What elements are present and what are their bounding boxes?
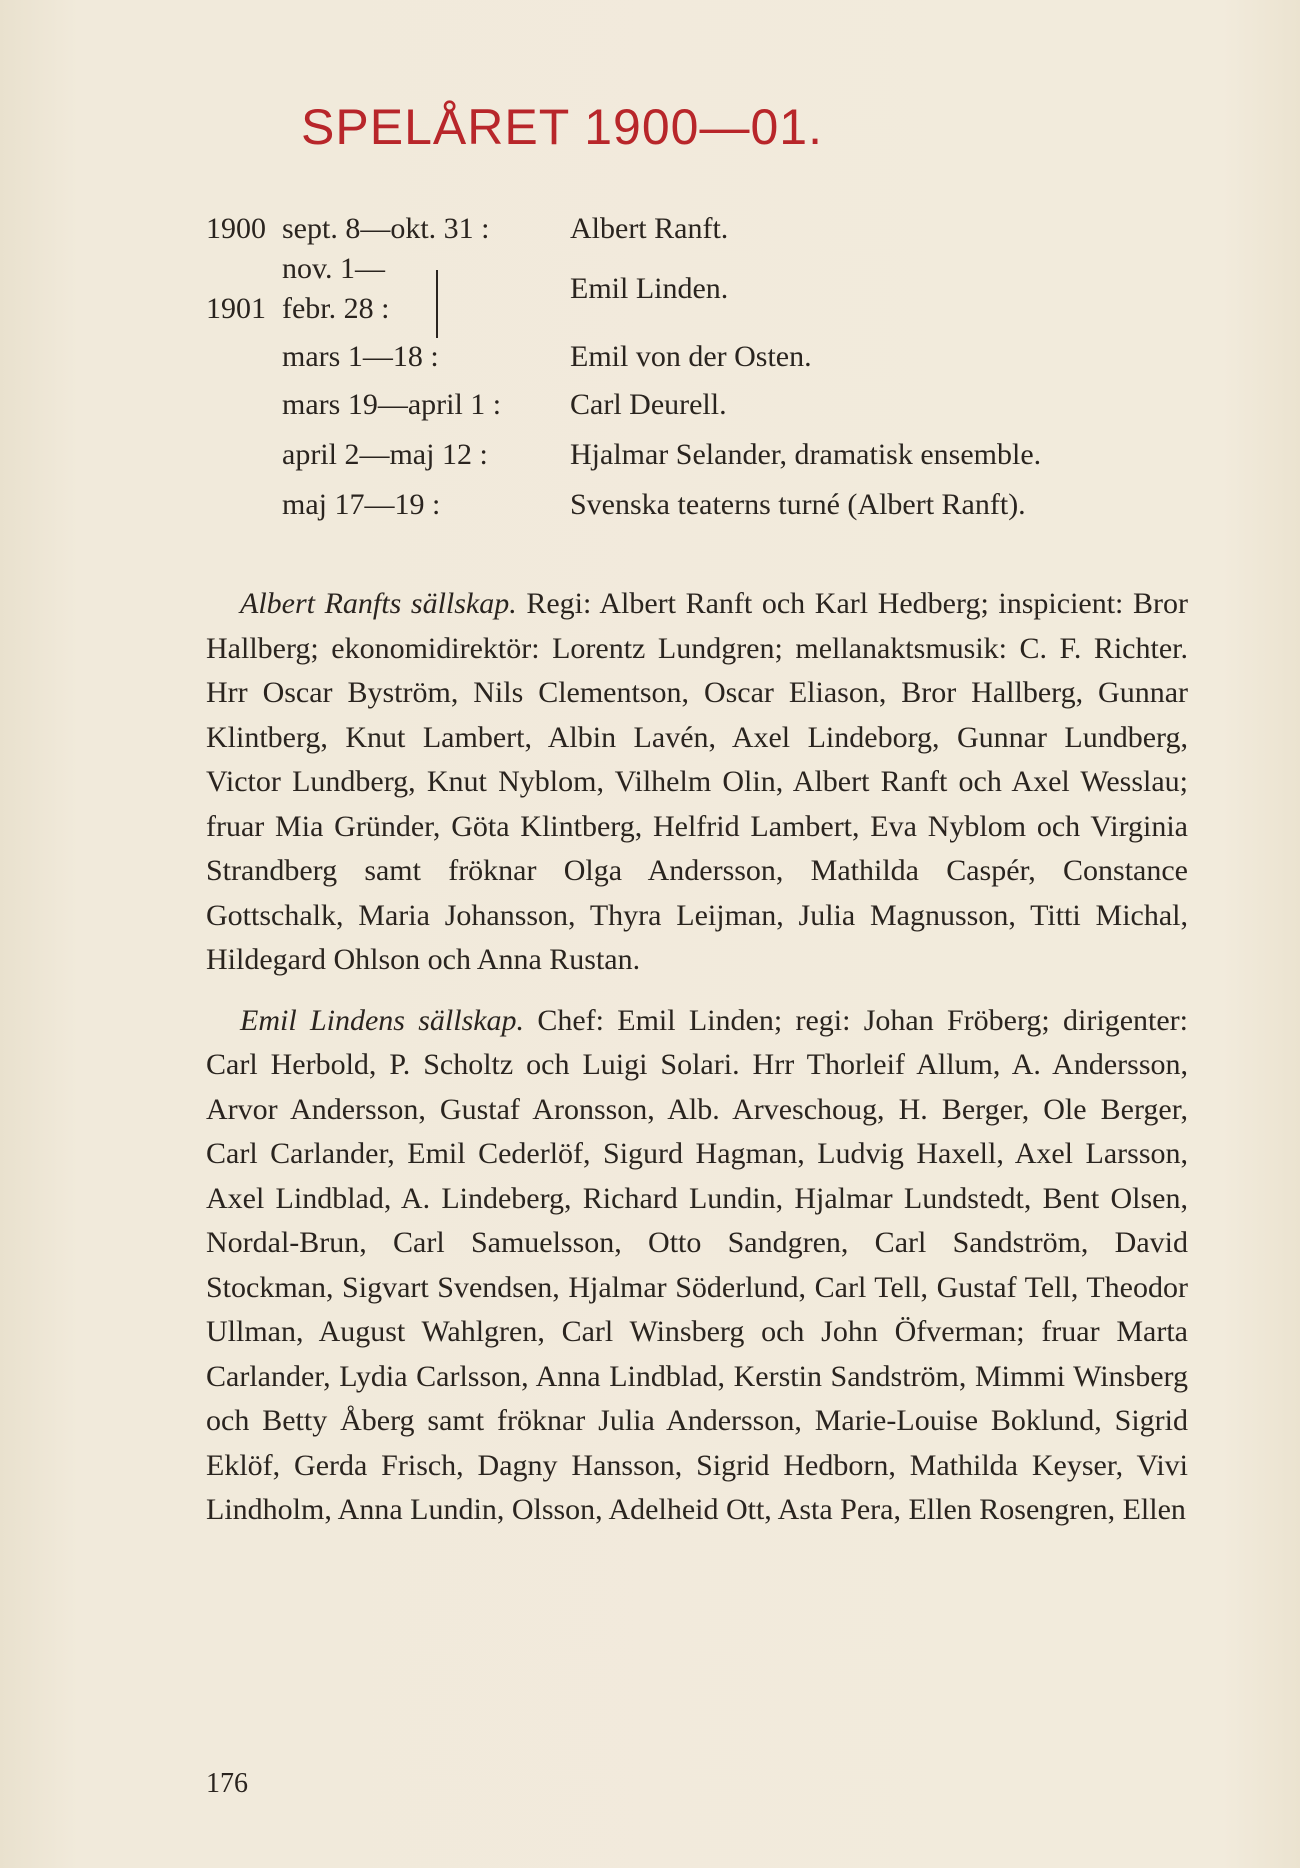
paragraph-text: Regi: Albert Ranft och Karl Hedberg; inspicient: Bror Hallberg; ekonomidirektör: Lorentz Lundgren; mellanaktsmusik: C. F. Richter. Hrr Oscar Byström, Nils Clementson, Oscar Eliason, Bror Hallberg, Gunnar Klintberg, Knut Lambert, Albin Lavén, Axel Lindeborg, Gunnar Lundberg, Victor Lundberg, Knut Nyblom, Vilhelm Olin, Albert Ranft och Axel Wesslau; fruar Mia Gründer, Göta Klintberg, Helfrid Lambert, Eva Nyblom och Virginia Strandberg samt fröknar Olga Andersson, Mathilda Caspér, Constance Gottschalk, Maria Johansson, Thyra Leijman, Julia Magnusson, Titti Michal, Hildegard Ohlson och Anna Rustan. (206, 587, 1188, 976)
paragraph (206, 582, 1188, 983)
schedule-dates: april 2—maj 12 : (282, 438, 488, 471)
page-title: SPELÅRET 1900—01. (301, 99, 823, 155)
schedule-troupe: Svenska teaterns turné (Albert Ranft). (570, 488, 1026, 521)
schedule-row (206, 388, 1206, 432)
schedule-troupe: Hjalmar Selander, dramatisk ensemble. (570, 438, 1042, 471)
schedule-dates: febr. 28 : (282, 292, 390, 325)
schedule-dates: mars 19—april 1 : (282, 388, 502, 421)
page-number: 176 (206, 1768, 248, 1799)
schedule-row (206, 488, 1206, 532)
schedule-row (206, 212, 1206, 256)
schedule-troupe: Emil von der Osten. (570, 340, 812, 373)
schedule-troupe: Albert Ranft. (570, 212, 729, 245)
schedule-dates: sept. 8—okt. 31 : (282, 212, 490, 245)
schedule-row (206, 340, 1206, 384)
schedule-row (206, 292, 1206, 336)
schedule-dates: nov. 1— (282, 252, 386, 285)
schedule-troupe: Carl Deurell. (570, 388, 727, 421)
schedule-dates: maj 17—19 : (282, 488, 441, 521)
schedule-dates: mars 1—18 : (282, 340, 439, 373)
paragraph-heading: Albert Ranfts sällskap. (240, 587, 517, 620)
schedule-troupe: Emil Linden. (570, 272, 729, 305)
paragraph-heading: Emil Lindens sällskap. (240, 1003, 525, 1037)
schedule-year: 1901 (206, 292, 266, 325)
schedule-year: 1900 (206, 212, 266, 245)
paragraph (206, 999, 1188, 1533)
company-listings (206, 582, 1188, 1549)
schedule-row (206, 438, 1206, 482)
paragraph-text: Chef: Emil Linden; regi: Johan Fröberg; dirigenter: Carl Herbold, P. Scholtz och Luigi Solari. Hrr Thorleif Allum, A. Andersson, Arvor Andersson, Gustaf Aronsson, Alb. Arveschoug, H. Berger, Ole Berger, Carl Carlander, Emil Cederlöf, Sigurd Hagman, Ludvig Haxell, Axel Larsson, Axel Lindblad, A. Lindeberg, Richard Lundin, Hjalmar Lundstedt, Bent Olsen, Nordal-Brun, Carl Samuelsson, Otto Sandgren, Carl Sandström, David Stockman, Sigvart Svendsen, Hjalmar Söderlund, Carl Tell, Gustaf Tell, Theodor Ullman, August Wahlgren, Carl Winsberg och John Öfverman; fruar Marta Carlander, Lydia Carlsson, Anna Lindblad, Kerstin Sandström, Mimmi Winsberg och Betty Åberg samt fröknar Julia Andersson, Marie-Louise Boklund, Sigrid Eklöf, Gerda Frisch, Dagny Hansson, Sigrid Hedborn, Mathilda Keyser, Vivi Lindholm, Anna Lundin, Olsson, Adelheid Ott, Asta Pera, Ellen Rosengren, Ellen (206, 1003, 1188, 1526)
date-brace (424, 270, 438, 338)
